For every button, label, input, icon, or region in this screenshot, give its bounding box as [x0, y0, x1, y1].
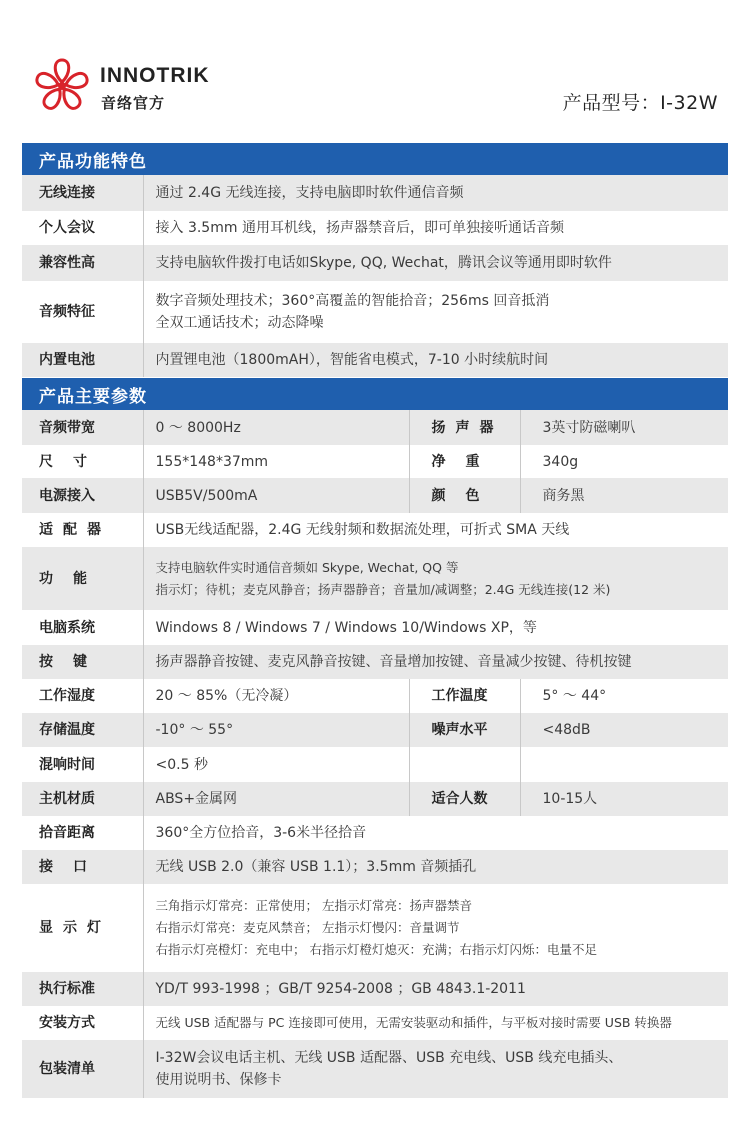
feature-label: 兼容性高: [22, 245, 143, 281]
param-value: 0 ～ 8000Hz: [143, 410, 409, 445]
param-line: 右指示灯亮橙灯：充电中； 右指示灯橙灯熄灭：充满；右指示灯闪烁：电量不足: [155, 942, 597, 957]
model-number: 产品型号：I-32W: [562, 92, 718, 114]
param-value: YD/T 993-1998 ；GB/T 9254-2008 ；GB 4843.1-2011: [143, 972, 728, 1006]
params-section-title: 产品主要参数: [39, 387, 147, 407]
param-row: [22, 610, 728, 645]
param-row: [22, 972, 728, 1006]
param-line: 支持电脑软件实时通信音频如 Skype, Wechat, QQ 等: [155, 559, 459, 575]
innotrik-logo-icon: [30, 54, 94, 118]
brand-name: INNOTRIK: [100, 64, 210, 87]
param-value: [143, 884, 728, 972]
param-row: [22, 645, 728, 679]
param-value: [143, 1040, 728, 1098]
feature-label: 音频特征: [22, 281, 143, 343]
param-label: 接口: [22, 850, 143, 884]
param-value: 无线 USB 2.0（兼容 USB 1.1）；3.5mm 音频插孔: [143, 850, 728, 884]
param-value: 扬声器静音按键、麦克风静音按键、音量增加按键、音量减少按键、待机按键: [143, 645, 728, 679]
param-row: [22, 547, 728, 610]
param-row: [22, 850, 728, 884]
feature-value: 支持电脑软件拨打电话如Skype, QQ, Wechat，腾讯会议等通用即时软件: [143, 245, 728, 281]
param-value: 商务黑: [520, 478, 728, 513]
param-label: 音频带宽: [22, 410, 143, 445]
params-section-bar: [22, 378, 728, 410]
param-label: 混响时间: [22, 747, 143, 782]
param-value: 20 ～ 85%（无冷凝）: [143, 679, 409, 713]
param-label: 存储温度: [22, 713, 143, 747]
param-label: 功能: [22, 547, 143, 610]
feature-row: [22, 211, 728, 245]
features-section-bar: [22, 143, 728, 175]
feature-row: [22, 245, 728, 281]
feature-label: 个人会议: [22, 211, 143, 245]
param-row: [22, 747, 728, 782]
param-value: USB无线适配器，2.4G 无线射频和数据流处理，可折式 SMA 天线: [143, 513, 728, 547]
param-value: <48dB: [520, 713, 728, 747]
param-value: <0.5 秒: [143, 747, 409, 782]
param-row: [22, 445, 728, 478]
feature-row: [22, 175, 728, 211]
param-value: -10° ～ 55°: [143, 713, 409, 747]
param-label: 电脑系统: [22, 610, 143, 645]
param-row: [22, 884, 728, 972]
brand-subtitle: 音络官方: [101, 94, 166, 112]
param-label: 按键: [22, 645, 143, 679]
param-value: 3英寸防磁喇叭: [520, 410, 728, 445]
param-value-empty: [520, 747, 728, 782]
param-value: 340g: [520, 445, 728, 478]
feature-row: [22, 343, 728, 377]
param-label: 安装方式: [22, 1006, 143, 1040]
param-label: 电源接入: [22, 478, 143, 513]
feature-row: [22, 281, 728, 343]
param-row: [22, 782, 728, 816]
param-label: 适配器: [22, 513, 143, 547]
param-row: [22, 1006, 728, 1040]
param-label: 工作温度: [409, 679, 520, 713]
param-label: 包装清单: [22, 1040, 143, 1098]
param-value: USB5V/500mA: [143, 478, 409, 513]
feature-value: [143, 281, 728, 343]
param-line: I-32W会议电话主机、无线 USB 适配器、USB 充电线、USB 线充电插头、: [155, 1050, 623, 1066]
param-label: 噪声水平: [409, 713, 520, 747]
param-label: 尺寸: [22, 445, 143, 478]
feature-label: 内置电池: [22, 343, 143, 377]
param-value: 无线 USB 适配器与 PC 连接即可使用，无需安装驱动和插件，与平板对接时需要 USB 转换器: [143, 1006, 728, 1040]
param-row: [22, 816, 728, 850]
param-value: ABS+金属网: [143, 782, 409, 816]
param-line: 三角指示灯常亮：正常使用； 左指示灯常亮：扬声器禁音: [155, 898, 472, 913]
param-value: [143, 547, 728, 610]
param-row: [22, 1040, 728, 1098]
feature-label: 无线连接: [22, 175, 143, 211]
param-label: 适合人数: [409, 782, 520, 816]
param-label-empty: [409, 747, 520, 782]
features-section-title: 产品功能特色: [39, 152, 147, 172]
feature-line: 数字音频处理技术；360°高覆盖的智能拾音；256ms 回音抵消: [155, 293, 550, 309]
feature-line: 全双工通话技术；动态降噪: [155, 315, 324, 331]
feature-value: 接入 3.5mm 通用耳机线，扬声器禁音后，即可单独接听通话音频: [143, 211, 728, 245]
param-label: 执行标准: [22, 972, 143, 1006]
param-label: 主机材质: [22, 782, 143, 816]
param-label: 工作湿度: [22, 679, 143, 713]
params-table: [22, 410, 728, 1098]
param-label: 净重: [409, 445, 520, 478]
features-table: [22, 175, 728, 377]
param-row: [22, 410, 728, 445]
header: [0, 0, 750, 140]
param-label: 拾音距离: [22, 816, 143, 850]
param-value: 155*148*37mm: [143, 445, 409, 478]
param-row: [22, 478, 728, 513]
param-value: 5° ～ 44°: [520, 679, 728, 713]
feature-value: 内置锂电池（1800mAH），智能省电模式，7-10 小时续航时间: [143, 343, 728, 377]
param-value: 360°全方位拾音，3-6米半径拾音: [143, 816, 728, 850]
param-line: 使用说明书、保修卡: [155, 1072, 282, 1088]
param-label: 扬声器: [409, 410, 520, 445]
param-label: 颜色: [409, 478, 520, 513]
param-row: [22, 679, 728, 713]
param-label: 显示灯: [22, 884, 143, 972]
param-row: [22, 713, 728, 747]
param-row: [22, 513, 728, 547]
param-line: 右指示灯常亮：麦克风禁音； 左指示灯慢闪：音量调节: [155, 920, 460, 935]
param-value: Windows 8 / Windows 7 / Windows 10/Windows XP，等: [143, 610, 728, 645]
param-value: 10-15人: [520, 782, 728, 816]
param-line: 指示灯；待机；麦克风静音；扬声器静音；音量加/减调整；2.4G 无线连接(12 米): [155, 581, 611, 597]
feature-value: 通过 2.4G 无线连接，支持电脑即时软件通信音频: [143, 175, 728, 211]
